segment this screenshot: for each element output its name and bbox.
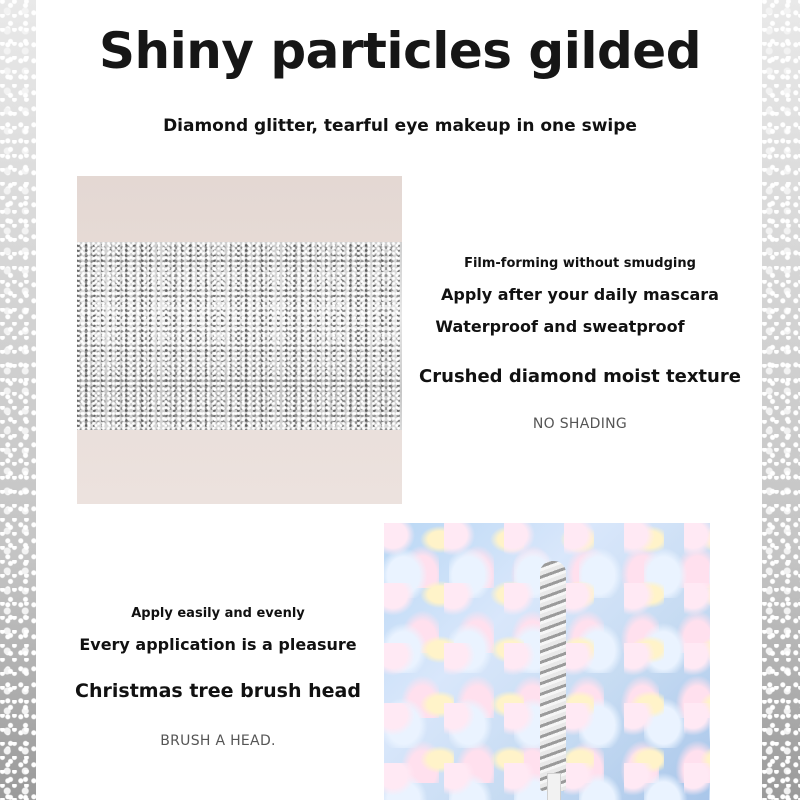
feature-apply-after: Apply after your daily mascara [441,285,719,304]
feature-waterproof: Waterproof and sweatproof [435,317,685,336]
mascara-wand-image [540,561,566,791]
feature-texture-heading: Crushed diamond moist texture [419,366,741,387]
page-subtitle: Diamond glitter, tearful eye makeup in one swipe [163,116,637,136]
glitter-swatch-image [77,176,402,504]
feature-pleasure: Every application is a pleasure [79,635,357,654]
feature-brush-heading: Christmas tree brush head [75,680,361,702]
mascara-wand-stem [547,773,561,800]
feature-film-forming: Film-forming without smudging [464,256,696,271]
glitter-band [77,242,402,430]
page-title: Shiny particles gilded [99,22,701,80]
feature-apply-easily: Apply easily and evenly [131,606,305,621]
feature-caption-no-shading: NO SHADING [532,416,628,432]
brush-head-photo [384,523,710,800]
feature-caption-brush: BRUSH A HEAD. [160,733,276,749]
